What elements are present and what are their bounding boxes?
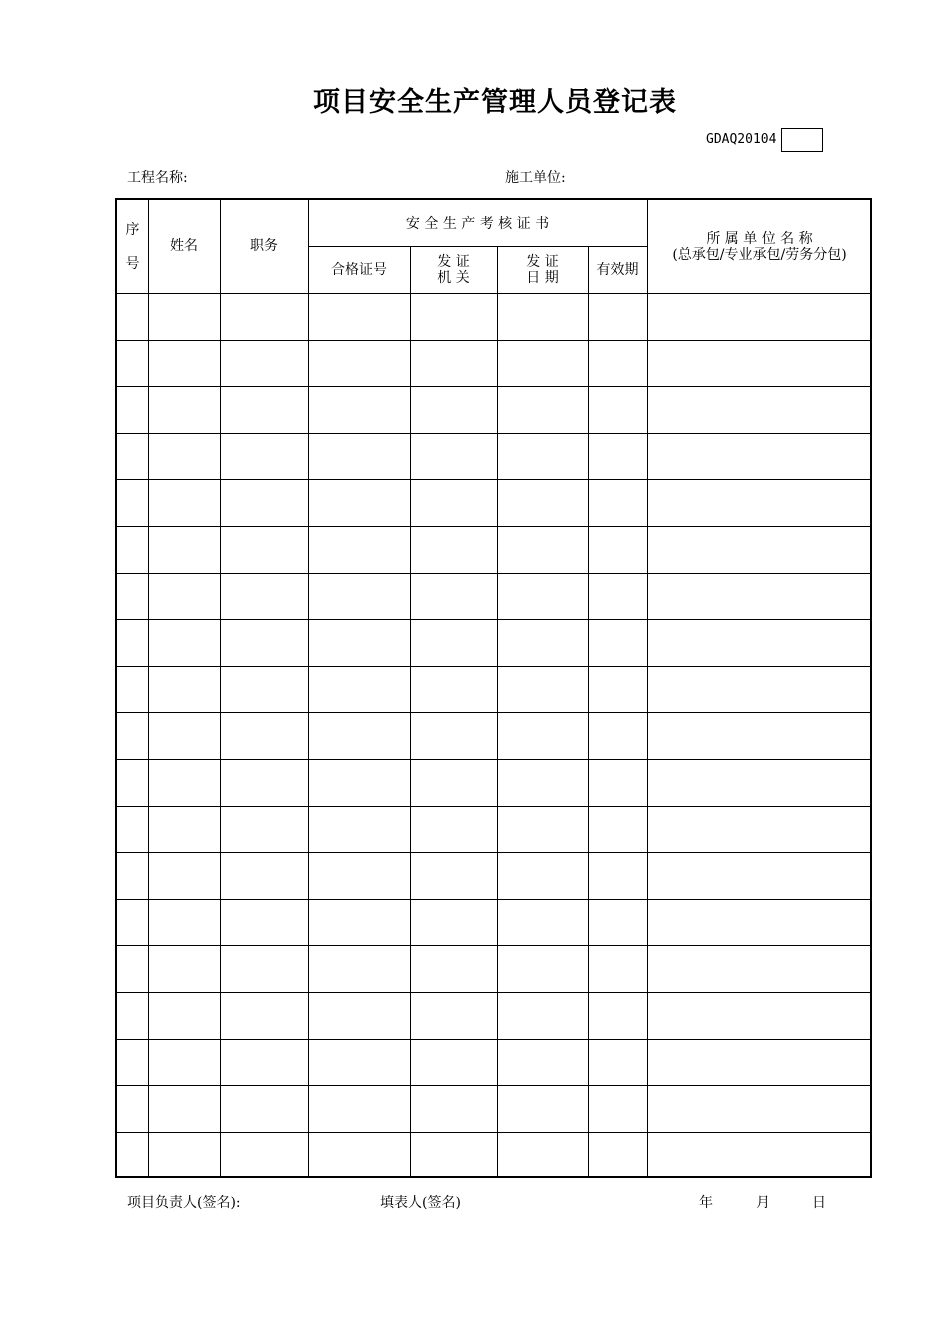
table-cell-unit[interactable]: [649, 947, 868, 990]
table-cell-unit[interactable]: [649, 854, 868, 897]
table-cell-name[interactable]: [150, 854, 218, 897]
row-divider: [117, 712, 870, 713]
row-divider: [117, 619, 870, 620]
column-divider: [148, 200, 149, 1178]
table-cell-issuing[interactable]: [412, 901, 495, 944]
date-month-label: 月: [756, 1195, 770, 1211]
table-cell-name[interactable]: [150, 901, 218, 944]
header-validity: 有效期: [596, 262, 639, 278]
table-cell-position[interactable]: [222, 714, 306, 757]
table-cell-unit[interactable]: [649, 714, 868, 757]
table-cell-validity[interactable]: [590, 1041, 645, 1084]
table-cell-unit[interactable]: [649, 901, 868, 944]
table-cell-issue-date[interactable]: [499, 388, 586, 431]
table-cell-cert-number[interactable]: [310, 621, 408, 664]
table-cell-unit[interactable]: [649, 1134, 868, 1177]
row-divider: [117, 666, 870, 667]
table-cell-validity[interactable]: [590, 435, 645, 478]
table-cell-issuing[interactable]: [412, 388, 495, 431]
project-leader-signature-label: 项目负责人(签名):: [127, 1195, 241, 1211]
table-cell-validity[interactable]: [590, 994, 645, 1037]
row-divider: [117, 852, 870, 853]
table-cell-issue-date[interactable]: [499, 528, 586, 571]
table-cell-name[interactable]: [150, 528, 218, 571]
table-cell-validity[interactable]: [590, 854, 645, 897]
table-cell-unit[interactable]: [649, 668, 868, 711]
table-cell-seq[interactable]: [119, 388, 146, 431]
header-cert-group: 安 全 生 产 考 核 证 书: [405, 216, 550, 232]
table-cell-name[interactable]: [150, 388, 218, 431]
table-cell-name[interactable]: [150, 714, 218, 757]
table-cell-issuing[interactable]: [412, 342, 495, 385]
column-divider: [647, 200, 648, 1178]
row-divider: [117, 293, 870, 294]
table-cell-validity[interactable]: [590, 947, 645, 990]
table-cell-cert-number[interactable]: [310, 435, 408, 478]
table-cell-cert-number[interactable]: [310, 668, 408, 711]
table-cell-cert-number[interactable]: [310, 1134, 408, 1177]
table-cell-unit[interactable]: [649, 388, 868, 431]
table-cell-issue-date[interactable]: [499, 1087, 586, 1130]
cert-group-divider: [308, 246, 647, 247]
table-cell-seq[interactable]: [119, 342, 146, 385]
table-cell-seq[interactable]: [119, 295, 146, 338]
table-cell-seq[interactable]: [119, 668, 146, 711]
table-cell-unit[interactable]: [649, 1041, 868, 1084]
table-cell-name[interactable]: [150, 295, 218, 338]
table-cell-issuing[interactable]: [412, 947, 495, 990]
table-cell-position[interactable]: [222, 1087, 306, 1130]
table-cell-cert-number[interactable]: [310, 528, 408, 571]
header-issuing-line1: 发 证: [437, 254, 470, 270]
table-cell-cert-number[interactable]: [310, 761, 408, 804]
table-cell-issue-date[interactable]: [499, 575, 586, 618]
table-cell-cert-number[interactable]: [310, 901, 408, 944]
row-divider: [117, 526, 870, 527]
table-cell-validity[interactable]: [590, 575, 645, 618]
table-cell-position[interactable]: [222, 668, 306, 711]
table-cell-issuing[interactable]: [412, 714, 495, 757]
table-cell-issuing[interactable]: [412, 575, 495, 618]
table-cell-position[interactable]: [222, 901, 306, 944]
filled-by-signature-label: 填表人(签名): [380, 1195, 461, 1211]
table-cell-issue-date[interactable]: [499, 714, 586, 757]
table-cell-position[interactable]: [222, 388, 306, 431]
table-cell-issuing[interactable]: [412, 808, 495, 851]
table-cell-seq[interactable]: [119, 1134, 146, 1177]
row-divider: [117, 340, 870, 341]
table-cell-name[interactable]: [150, 342, 218, 385]
table-cell-seq[interactable]: [119, 761, 146, 804]
table-cell-validity[interactable]: [590, 342, 645, 385]
table-cell-name[interactable]: [150, 621, 218, 664]
table-cell-issue-date[interactable]: [499, 342, 586, 385]
table-cell-position[interactable]: [222, 342, 306, 385]
table-cell-issue-date[interactable]: [499, 668, 586, 711]
table-cell-position[interactable]: [222, 295, 306, 338]
table-cell-validity[interactable]: [590, 901, 645, 944]
table-cell-cert-number[interactable]: [310, 947, 408, 990]
row-divider: [117, 759, 870, 760]
table-cell-cert-number[interactable]: [310, 854, 408, 897]
table-cell-unit[interactable]: [649, 481, 868, 524]
table-cell-cert-number[interactable]: [310, 295, 408, 338]
table-cell-validity[interactable]: [590, 1087, 645, 1130]
table-cell-cert-number[interactable]: [310, 994, 408, 1037]
column-divider: [308, 200, 309, 1178]
table-cell-unit[interactable]: [649, 994, 868, 1037]
table-cell-seq[interactable]: [119, 1087, 146, 1130]
row-divider: [117, 1039, 870, 1040]
table-cell-seq[interactable]: [119, 435, 146, 478]
table-cell-position[interactable]: [222, 481, 306, 524]
table-cell-unit[interactable]: [649, 528, 868, 571]
column-divider: [220, 200, 221, 1178]
table-cell-unit[interactable]: [649, 1087, 868, 1130]
table-cell-cert-number[interactable]: [310, 481, 408, 524]
table-cell-validity[interactable]: [590, 621, 645, 664]
table-cell-name[interactable]: [150, 575, 218, 618]
table-cell-issue-date[interactable]: [499, 621, 586, 664]
table-cell-seq[interactable]: [119, 528, 146, 571]
table-cell-cert-number[interactable]: [310, 575, 408, 618]
table-cell-issue-date[interactable]: [499, 1134, 586, 1177]
table-cell-name[interactable]: [150, 668, 218, 711]
registration-table: [115, 198, 872, 1178]
table-cell-validity[interactable]: [590, 295, 645, 338]
table-cell-issue-date[interactable]: [499, 994, 586, 1037]
table-cell-issue-date[interactable]: [499, 808, 586, 851]
table-cell-name[interactable]: [150, 1041, 218, 1084]
table-cell-name[interactable]: [150, 481, 218, 524]
table-cell-issue-date[interactable]: [499, 435, 586, 478]
table-cell-cert-number[interactable]: [310, 342, 408, 385]
table-cell-issuing[interactable]: [412, 1041, 495, 1084]
row-divider: [117, 573, 870, 574]
table-cell-unit[interactable]: [649, 435, 868, 478]
table-cell-issuing[interactable]: [412, 1134, 495, 1177]
table-cell-name[interactable]: [150, 1087, 218, 1130]
table-cell-name[interactable]: [150, 994, 218, 1037]
header-unit-line1: 所 属 单 位 名 称: [706, 231, 813, 247]
header-cert-number: 合格证号: [331, 262, 387, 278]
table-cell-issue-date[interactable]: [499, 761, 586, 804]
table-cell-issue-date[interactable]: [499, 1041, 586, 1084]
table-cell-cert-number[interactable]: [310, 388, 408, 431]
table-cell-issuing[interactable]: [412, 761, 495, 804]
table-cell-position[interactable]: [222, 621, 306, 664]
project-name-label: 工程名称:: [127, 170, 188, 186]
table-cell-validity[interactable]: [590, 714, 645, 757]
row-divider: [117, 806, 870, 807]
table-cell-validity[interactable]: [590, 1134, 645, 1177]
header-seq-line1: 序: [125, 222, 140, 238]
table-cell-seq[interactable]: [119, 575, 146, 618]
table-cell-seq[interactable]: [119, 621, 146, 664]
table-cell-unit[interactable]: [649, 342, 868, 385]
table-cell-unit[interactable]: [649, 575, 868, 618]
table-cell-cert-number[interactable]: [310, 1041, 408, 1084]
table-cell-unit[interactable]: [649, 621, 868, 664]
row-divider: [117, 992, 870, 993]
header-name: 姓名: [170, 238, 198, 254]
table-cell-issuing[interactable]: [412, 295, 495, 338]
table-cell-position[interactable]: [222, 1041, 306, 1084]
table-cell-seq[interactable]: [119, 1041, 146, 1084]
table-cell-position[interactable]: [222, 808, 306, 851]
table-cell-issuing[interactable]: [412, 435, 495, 478]
table-cell-seq[interactable]: [119, 901, 146, 944]
table-cell-seq[interactable]: [119, 808, 146, 851]
row-divider: [117, 479, 870, 480]
table-cell-seq[interactable]: [119, 947, 146, 990]
date-day-label: 日: [812, 1195, 826, 1211]
table-cell-seq[interactable]: [119, 714, 146, 757]
table-cell-seq[interactable]: [119, 854, 146, 897]
header-position: 职务: [250, 238, 278, 254]
table-cell-issue-date[interactable]: [499, 947, 586, 990]
row-divider: [117, 433, 870, 434]
table-cell-issue-date[interactable]: [499, 854, 586, 897]
table-cell-validity[interactable]: [590, 808, 645, 851]
table-cell-position[interactable]: [222, 947, 306, 990]
table-cell-unit[interactable]: [649, 761, 868, 804]
table-cell-issuing[interactable]: [412, 621, 495, 664]
header-issue-date-line2: 日 期: [526, 270, 559, 286]
table-cell-name[interactable]: [150, 808, 218, 851]
table-cell-cert-number[interactable]: [310, 714, 408, 757]
table-cell-issue-date[interactable]: [499, 901, 586, 944]
table-cell-unit[interactable]: [649, 295, 868, 338]
row-divider: [117, 1085, 870, 1086]
row-divider: [117, 1132, 870, 1133]
table-cell-position[interactable]: [222, 435, 306, 478]
table-cell-issue-date[interactable]: [499, 295, 586, 338]
table-cell-issuing[interactable]: [412, 528, 495, 571]
table-cell-position[interactable]: [222, 854, 306, 897]
table-cell-name[interactable]: [150, 761, 218, 804]
page-title: 项目安全生产管理人员登记表: [313, 87, 677, 118]
row-divider: [117, 945, 870, 946]
table-cell-position[interactable]: [222, 575, 306, 618]
table-cell-seq[interactable]: [119, 481, 146, 524]
table-cell-validity[interactable]: [590, 528, 645, 571]
row-divider: [117, 899, 870, 900]
row-divider: [117, 386, 870, 387]
form-number-field[interactable]: [781, 128, 823, 152]
header-issue-date-line1: 发 证: [526, 254, 559, 270]
table-cell-position[interactable]: [222, 994, 306, 1037]
table-cell-seq[interactable]: [119, 994, 146, 1037]
table-cell-unit[interactable]: [649, 808, 868, 851]
table-cell-position[interactable]: [222, 1134, 306, 1177]
table-cell-issuing[interactable]: [412, 1087, 495, 1130]
table-cell-position[interactable]: [222, 528, 306, 571]
table-cell-issuing[interactable]: [412, 994, 495, 1037]
header-seq-line2: 号: [125, 256, 140, 272]
form-code: GDAQ20104: [706, 132, 777, 147]
table-cell-issuing[interactable]: [412, 481, 495, 524]
table-cell-validity[interactable]: [590, 668, 645, 711]
table-cell-issuing[interactable]: [412, 668, 495, 711]
table-cell-validity[interactable]: [590, 761, 645, 804]
table-cell-name[interactable]: [150, 947, 218, 990]
table-cell-cert-number[interactable]: [310, 1087, 408, 1130]
table-cell-validity[interactable]: [590, 388, 645, 431]
table-cell-issuing[interactable]: [412, 854, 495, 897]
table-cell-name[interactable]: [150, 1134, 218, 1177]
header-issuing-line2: 机 关: [437, 270, 470, 286]
table-cell-issue-date[interactable]: [499, 481, 586, 524]
table-cell-name[interactable]: [150, 435, 218, 478]
table-cell-position[interactable]: [222, 761, 306, 804]
header-unit-line2: (总承包/专业承包/劳务分包): [672, 247, 847, 263]
construction-unit-label: 施工单位:: [505, 170, 566, 186]
table-cell-validity[interactable]: [590, 481, 645, 524]
table-cell-cert-number[interactable]: [310, 808, 408, 851]
date-year-label: 年: [699, 1195, 713, 1211]
